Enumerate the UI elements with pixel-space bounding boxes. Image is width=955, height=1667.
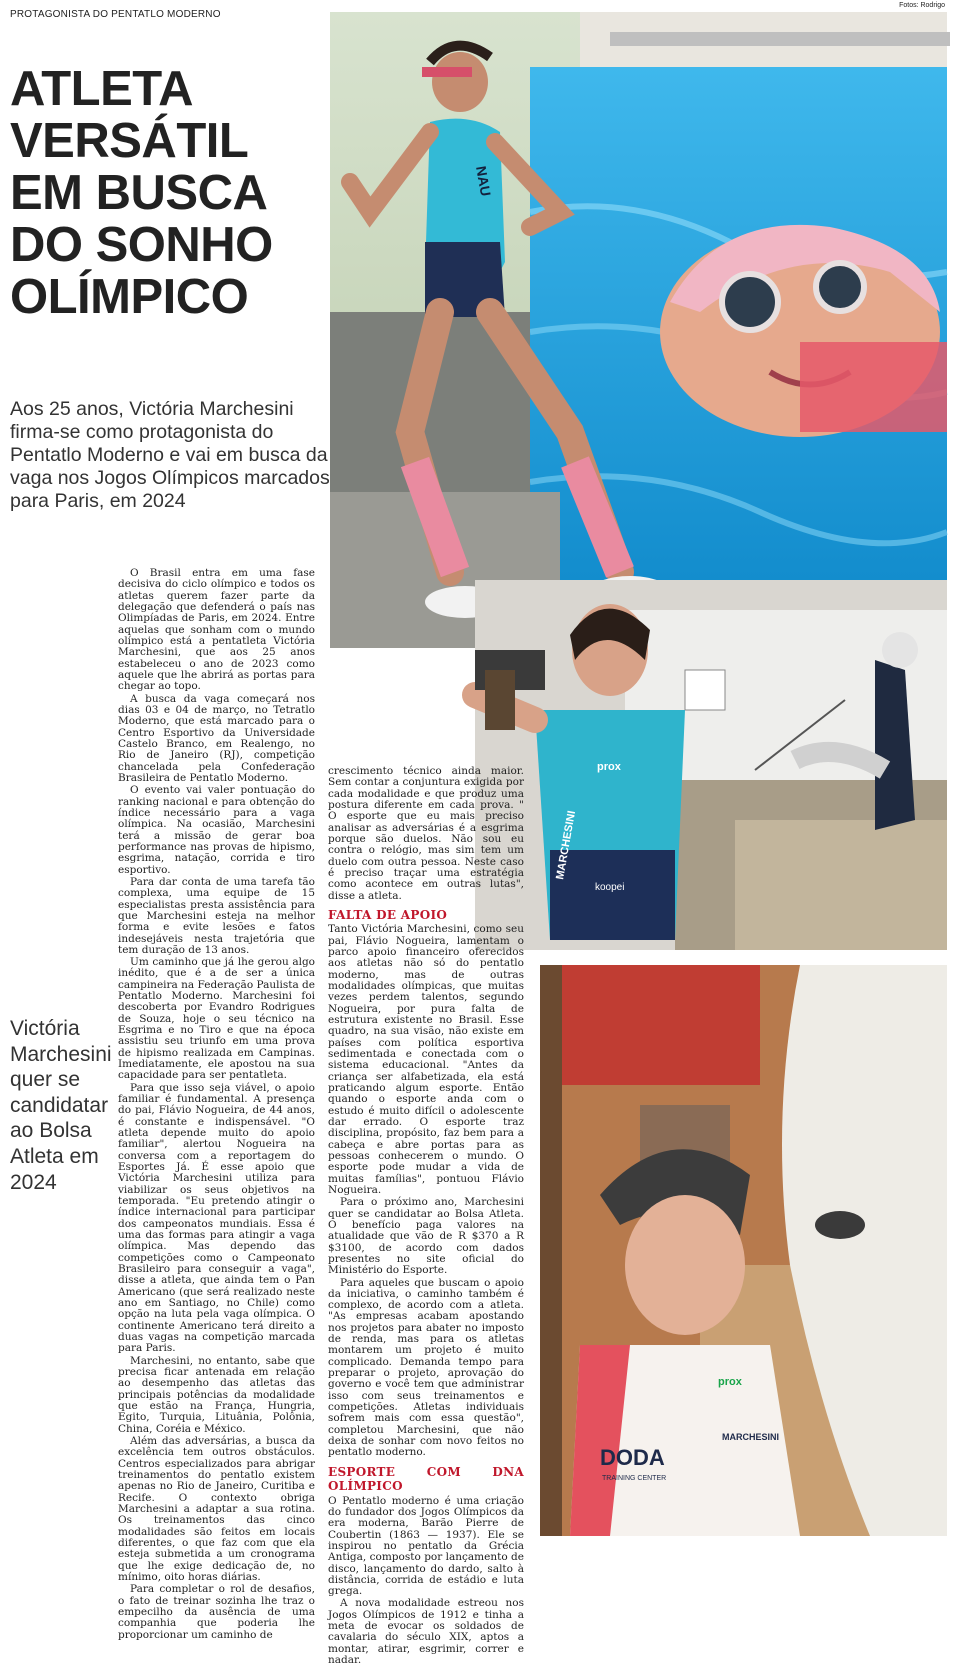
body-paragraph: crescimento técnico ainda maior. Sem contar a conjuntura exigida por cada modalidade e que produz uma postura diferente em cada prova. " O esporte que eu mais preciso analisar as adversárias é a esgrima porque são duelos. Não sou eu contra o relógio, mas sim tem um duelo com outra pessoa. Neste caso é preciso traçar uma estratégia como acontece em outras lutas", disse a atleta. <box>328 765 524 902</box>
body-paragraph: Para completar o rol de desafios, o fato de treinar sozinha lhe traz o empecilho da ausência de uma companhia que poderia lhe proporcionar um caminho de <box>118 1583 315 1641</box>
headline-line: VERSÁTIL <box>10 113 249 168</box>
body-paragraph: O Brasil entra em uma fase decisiva do ciclo olímpico e todos os atletas querem fazer parte da delegação que defenderá o país nas Olimpíadas de Paris, em 2024. Entre aquelas que sonham com o mundo olímpico está a pentatleta Victória Marchesini, que aos 25 anos estabeleceu o ano de 2023 como aquele que lhe abrirá as portas para chegar ao topo. <box>118 567 315 693</box>
body-paragraph: Para o próximo ano, Marchesini quer se candidatar ao Bolsa Atleta. O benefício paga valores na atualidade que vão de R $370 a R $3100, de acordo com dados presentes no site oficial do Ministério do Esporte. <box>328 1196 524 1277</box>
body-paragraph: O evento vai valer pontuação do ranking nacional e para obtenção do índice necessário para a vaga olímpica. Na ocasião, Marchesini terá a missão de gerar boa performance nas provas de hipismo, esgrima, natação, corrida e tiro esportivo. <box>118 784 315 876</box>
lead-paragraph: Aos 25 anos, Victória Marchesini firma-se como protagonista do Pentatlo Moderno e vai em busca da vaga nos Jogos Olímpicos marcados para Paris, em 2024 <box>10 398 330 512</box>
body-paragraph: Marchesini, no entanto, sabe que precisa ficar antenada em relação ao desempenho das atletas das principais potências da modalidade que estão na França, Hungria, Egito, Turquia, Lituânia, Polônia, China, Coréia e México. <box>118 1354 315 1435</box>
headline <box>10 64 340 324</box>
body-paragraph: Além das adversárias, a busca da excelência tem outros obstáculos. Centros especializados para abrigar treinamentos do pentatlo existem apenas no Rio de Janeiro, Curitiba e Recife. O contexto obriga Marchesini a adaptar a sua rotina. Os treinamentos das cinco modalidades são feitos em locais diferentes, o que faz com que ela esteja submetida a um cronograma que lhe exige dedicação de, no mínimo, oito horas diárias. <box>118 1434 315 1583</box>
headline-line: EM BUSCA <box>10 165 268 220</box>
pull-quote: Victória Marchesini quer se candidatar ao Bolsa Atleta em 2024 <box>10 1017 112 1194</box>
body-paragraph: Para que isso seja viável, o apoio familiar é fundamental. A presença do pai, Flávio Nogueira, de 44 anos, é constante e indispensável. "O atleta depende muito do apoio familiar", alertou Nogueira na conversa com a reportagem do Esportes Já. É esse apoio que Victória Marchesini utiliza para viabilizar os seus objetivos na temporada. "Eu pretendo atingir o índice internacional para participar dos campeonatos mundiais. Essa é uma das formas para atingir a vaga olímpica. Mas dependo das competições como o Campeonato Brasileiro para conseguir a vaga", disse a atleta, que ainda tem o Pan Americano (que será realizado neste ano em Santiago, no Chile) como opção na luta pela vaga olímpica. O continente Americano terá direito a duas vagas na competição marcada para Paris. <box>118 1081 315 1355</box>
body-paragraph: A nova modalidade estreou nos Jogos Olímpicos de 1912 e tinha a meta de evocar os soldados de cavalaria do século XIX, aptos a montar, atirar, esgrimir, correr e nadar. <box>328 1597 524 1667</box>
jersey-koopei-text: koopei <box>595 882 625 893</box>
article-column-1 <box>118 568 315 1642</box>
headline-line: DO SONHO <box>10 217 273 272</box>
body-paragraph: Para dar conta de uma tarefa tão complexa, uma equipe de 15 especialistas presta assistência para que Marchesini esteja na melhor forma e evite lesões e fatos indesejáveis nesta trajetória que tem duração de 13 anos. <box>118 875 315 956</box>
jersey-prox-text-2: prox <box>718 1376 742 1388</box>
running-swimming-photo <box>330 12 947 648</box>
shooting-fencing-photo <box>475 580 947 950</box>
body-paragraph: Um caminho que já lhe gerou algo inédito, que é a de ser a única campineira na Federação Paulista de Pentatlo Moderno. Marchesini foi descoberta por Evandro Rodrigues de Souza, hoje o seu técnico na Esgrima e no Tiro e que na época assistiu seu triunfo em uma prova de hipismo realizada em Campinas. Imediatamente, ele apostou na sua capacidade para ser pentatleta. <box>118 956 315 1082</box>
headline-line: ATLETA <box>10 62 193 116</box>
section-kicker: PROTAGONISTA DO PENTATLO MODERNO <box>10 9 221 20</box>
jersey-marchesini-text-2: MARCHESINI <box>722 1432 780 1442</box>
svg-text:NAU: NAU <box>473 164 495 198</box>
body-paragraph: Tanto Victória Marchesini, como seu pai, Flávio Nogueira, lamentam o parco apoio financeiro oferecidos aos atletas não só do pentatlo moderno, mas de outras modalidades olímpicas, que muitas vezes perdem talentos, segundo Nogueira, por pura falta de estrutura existente no Brasil. Esse quadro, na sua visão, não existe em países com política esportiva sedimentada e conectada com o sistema educacional. "Antes da criança ser alfabetizada, ela está praticando algum esporte. Então quando o esporte anda com o estudo é muito difícil o adolescente dar errado. O esporte traz disciplina, propósito, faz bem para a cabeça e abre portas para as pessoas conhecerem o mundo. O esporte pode mudar a vida de muitas famílias", pontuou Flávio Nogueira. <box>328 923 524 1196</box>
jersey-training-center-text: TRAINING CENTER <box>602 1475 667 1482</box>
body-paragraph: A busca da vaga começará nos dias 03 e 04 de março, no Tetratlo Moderno, que está marcado para o Centro Esportivo da Universidade Castelo Branco, em Realengo, no Rio de Janeiro (RJ), competição chancelada pela Confederação Brasileira de Pentatlo Moderno. <box>118 692 315 784</box>
equestrian-photo <box>540 965 947 1536</box>
subheading-esporte-dna-olimpico: ESPORTE COM DNA OLÍMPICO <box>328 1464 524 1494</box>
jersey-prox-text: prox <box>597 761 621 773</box>
subheading-falta-de-apoio: FALTA DE APOIO <box>328 907 448 922</box>
body-paragraph: O Pentatlo moderno é uma criação do fundador dos Jogos Olímpicos da era moderna, Barão Pierre de Coubertin (1863 — 1937). Ele se inspirou no pentatlo da Grécia Antiga, composto por lançamento de disco, lançamento do dardo, salto à distância, corrida de estádio e luta grega. <box>328 1494 524 1598</box>
jersey-doda-text: DODA <box>600 1445 665 1470</box>
headline-line: OLÍMPICO <box>10 269 249 324</box>
photo-credit: Fotos: Rodrigo <box>899 2 945 9</box>
body-paragraph: Para aqueles que buscam o apoio da iniciativa, o caminho também é complexo, de acordo com a atleta. "As empresas acabam apostando nos projetos para abater no imposto de renda, mas para os atletas montarem um projeto é muito complicado. Demanda tempo para preparar o projeto, aprovação do governo e você tem que administrar isso com seus treinamentos e competições. Atletas individuais sofrem mais com essa questão", completou Marchesini, que não deixa de sonhar com novo feitos no pentatlo moderno. <box>328 1276 524 1459</box>
jersey-marchesini-text: MARCHESINI <box>554 809 579 881</box>
article-column-2 <box>328 766 524 1667</box>
